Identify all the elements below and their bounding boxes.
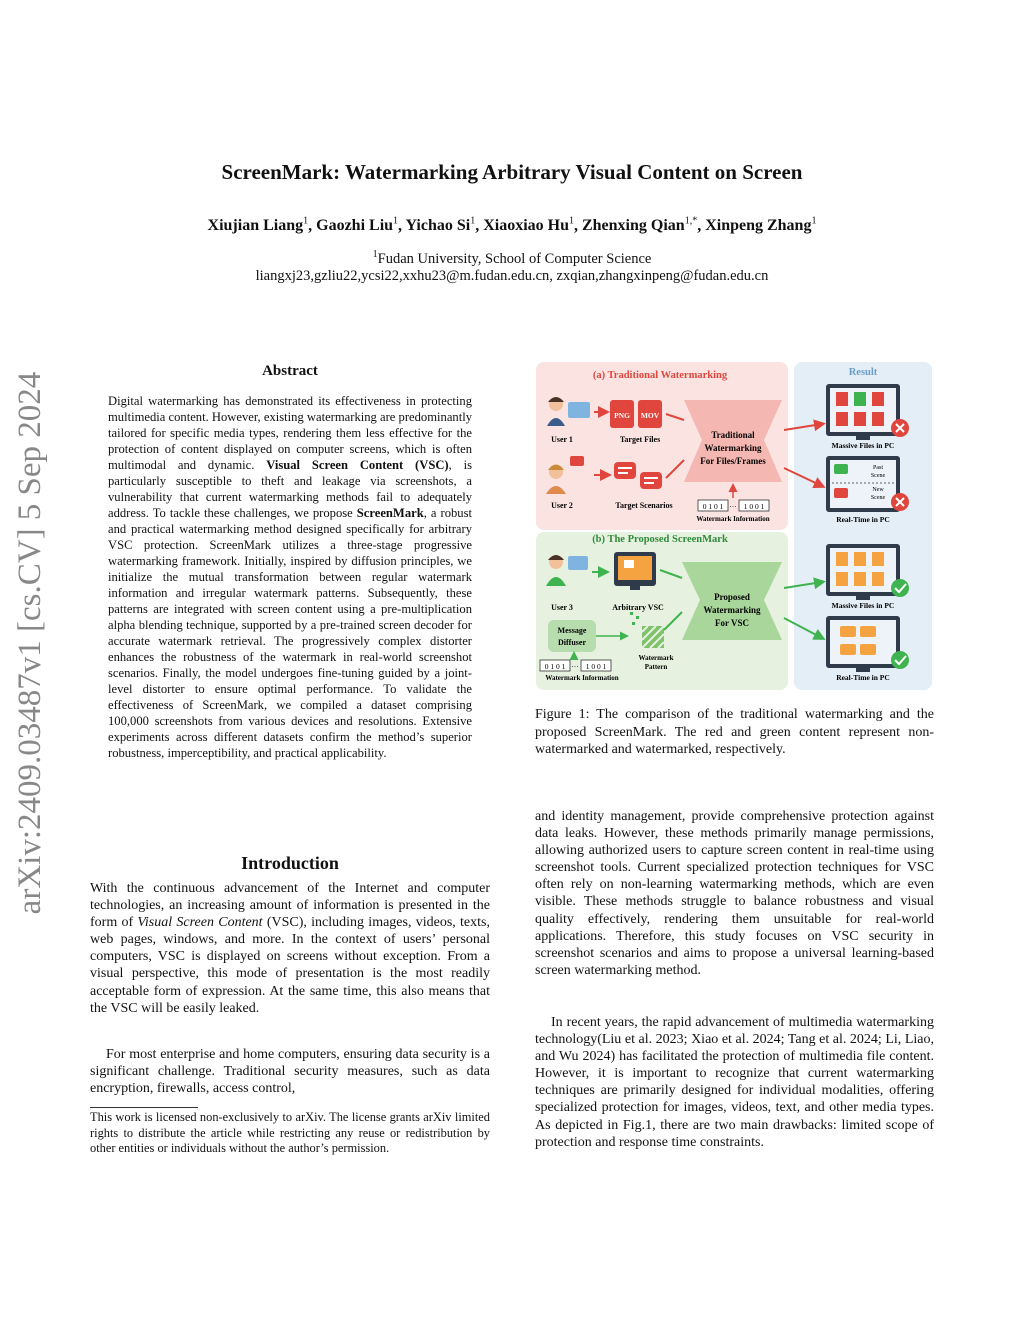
cross-icon-2: [891, 493, 909, 511]
watermark-bits-b: [540, 660, 611, 671]
intro-paragraph-2: For most enterprise and home computers, ensuring data security is a significant challenge. Traditional security measures, such as data encryption, firewalls, access control,: [90, 1047, 490, 1097]
result-monitor-realtime-red: [826, 456, 900, 512]
cross-icon-1: [891, 419, 909, 437]
svg-text:1 0 0 1: 1 0 0 1: [743, 502, 765, 511]
png-file-icon: [610, 400, 634, 428]
figure-1: [534, 360, 934, 692]
author: Yichao Si$^1$: [405, 216, 476, 235]
watermark-bits-a: [698, 500, 769, 511]
arbitrary-vsc-icon: [614, 552, 656, 590]
section-b-label: (b) The Proposed ScreenMark: [592, 534, 728, 545]
svg-text:New: New: [872, 487, 884, 493]
svg-text:For VSC: For VSC: [715, 618, 749, 628]
user-1-label: User 1: [551, 435, 573, 444]
svg-text:1 0 0 1: 1 0 0 1: [585, 662, 607, 671]
realtime-label-a: Real-Time in PC: [836, 515, 890, 524]
result-monitor-massive-red: [826, 384, 900, 440]
arxiv-id: arXiv:2409.03487v1 [cs.CV] 5 Sep 2024: [12, 371, 48, 915]
svg-text:Scene: Scene: [870, 473, 886, 479]
arbitrary-vsc-label: Arbitrary VSC: [612, 603, 664, 612]
svg-text:Watermarking: Watermarking: [704, 443, 762, 453]
svg-text:0 1 0 1: 0 1 0 1: [544, 662, 566, 671]
svg-text:Message: Message: [557, 626, 587, 635]
svg-text:Past: Past: [872, 465, 884, 471]
result-label: Result: [848, 367, 878, 378]
mov-file-icon: [638, 400, 662, 428]
svg-text:PNG: PNG: [614, 411, 630, 420]
result-monitor-realtime-green: [826, 616, 900, 672]
footnote-rule: [90, 1107, 198, 1108]
result-monitor-massive-green: [826, 544, 900, 600]
svg-text:···: ···: [571, 662, 579, 671]
intro-paragraph-3: and identity management, provide comprehensive protection against data leaks. However, these methods primarily manage permissions, allowing authorized users to capture screen content in real-time using screenshot tools. Current specialized protection techniques for VSC often rely on non-learning watermarking methods, which are even visible. These methods struggle to balance robustness and visual quality effectively, rendering them unsuitable for real-world applications. Therefore, this study focuses on VSC security in screenshot scenarios and aims to propose a universal learning-based screen watermarking method.: [535, 809, 934, 978]
author-list: Xiujian Liang$^1$, Gaozhi Liu$^1$, Yichao Si$^1$, Xiaoxiao Hu$^1$, Zhenxing Qian$^{1,*}$, Xinpeng Zhang$^1$: [207, 216, 817, 235]
author: Xiujian Liang$^1$: [207, 216, 309, 235]
svg-text:···: ···: [729, 502, 737, 511]
paper-title: ScreenMark: Watermarking Arbitrary Visual Content on Screen: [221, 160, 803, 184]
svg-text:Traditional: Traditional: [711, 430, 755, 440]
svg-text:Watermark: Watermark: [638, 654, 674, 662]
watermark-info-label-a: Watermark Information: [696, 515, 770, 523]
abstract-text: Digital watermarking has demonstrated its effectiveness in protecting multimedia content. However, existing watermarking are predominantly tailored for specific media types, rendering them less effective for the protection of content displayed on computer screens, which is often multimodal and dynamic. Visual Screen Content (VSC), is particularly susceptible to theft and leakage via screenshots, a vulnerability that current watermarking methods fail to adequately address. To tackle these challenges, we propose ScreenMark, a robust and practical watermarking method designed specifically for arbitrary VSC protection. ScreenMark utilizes a three-stage progressive watermarking framework. Initially, inspired by diffusion principles, we initialize the mutual transformation between regular watermark information and irregular watermark patterns. Subsequently, these patterns are integrated with screen content using a pre-multiplication alpha blending technique, supported by a pre-trained screen decoder for accurate watermark retrieval. The progressively complex distorter enhances the robustness of the watermark in real-world screenshot scenarios. Finally, the model undergoes fine-tuning guided by a joint-level distorter to ensure optimal performance. To validate the effectiveness of ScreenMark, we compiled a dataset comprising 100,000 screenshots from various devices and resolutions. Extensive experiments across different datasets confirm the method’s superior robustness, imperceptibility, and practical applicability.: [108, 394, 472, 760]
author: Zhenxing Qian$^{1,*}$: [581, 216, 698, 235]
svg-text:Pattern: Pattern: [644, 663, 668, 671]
author-emails: liangxj23,gzliu22,ycsi22,xxhu23@m.fudan.edu.cn, zxqian,zhangxinpeng@fudan.edu.cn: [255, 268, 769, 284]
figure-1-caption: Figure 1: The comparison of the traditional watermarking and the proposed ScreenMark. The red and green content represent non-watermarked and watermarked, respectively.: [535, 707, 934, 757]
abstract-heading: Abstract: [262, 363, 318, 379]
svg-text:Diffuser: Diffuser: [558, 638, 586, 647]
intro-paragraph-1: With the continuous advancement of the Internet and computer technologies, an increasing amount of information is presented in the form of Visual Screen Content (VSC), including images, videos, texts, web pages, windows, and more. In the context of users’ personal computers, VSC is displayed on screens without exception. From a visual perspective, this mode of presentation is the most readily acceptable form of expression. At the same time, this also means that the VSC will be easily leaked.: [90, 881, 490, 1016]
svg-text:Watermarking: Watermarking: [703, 605, 761, 615]
watermark-info-label-b: Watermark Information: [545, 674, 619, 682]
svg-text:0 1 0 1: 0 1 0 1: [702, 502, 724, 511]
user-3-label: User 3: [551, 603, 573, 612]
author: Gaozhi Liu$^1$: [316, 216, 399, 235]
affiliation: $^1$Fudan University, School of Computer Science: [372, 249, 652, 267]
message-diffuser-block: [548, 620, 596, 652]
svg-text:Scene: Scene: [870, 495, 886, 501]
check-icon-1: [891, 579, 909, 597]
author: Xinpeng Zhang$^1$: [705, 216, 817, 235]
svg-text:For Files/Frames: For Files/Frames: [700, 456, 766, 466]
license-footnote: This work is licensed non-exclusively to arXiv. The license grants arXiv limited rights to distribute the article while restricting any reuse or redistribution by other entities or individuals without the author’s permission.: [90, 1110, 490, 1155]
check-icon-2: [891, 651, 909, 669]
massive-files-label-b: Massive Files in PC: [831, 601, 895, 610]
target-scenarios-label: Target Scenarios: [615, 501, 673, 510]
target-files-label: Target Files: [619, 435, 661, 444]
introduction-heading: Introduction: [241, 853, 339, 873]
section-a-label: (a) Traditional Watermarking: [592, 370, 728, 381]
svg-text:Proposed: Proposed: [714, 592, 750, 602]
massive-files-label-a: Massive Files in PC: [831, 441, 895, 450]
user-2-label: User 2: [551, 501, 573, 510]
svg-text:MOV: MOV: [640, 411, 660, 420]
intro-paragraph-4: In recent years, the rapid advancement of multimedia watermarking technology(Liu et al. 2023; Xiao et al. 2024; Tang et al. 2024; Li, Liao, and Wu 2024) has facilitated the protection of multimedia file content. However, it is important to recognize that current watermarking techniques are primarily designed for individual modalities, offering specialized protection for images, videos, text, and other media types. As depicted in Fig.1, there are two main drawbacks: limited scope of protection and response time constraints.: [535, 1015, 934, 1150]
realtime-label-b: Real-Time in PC: [836, 673, 890, 682]
author: Xiaoxiao Hu$^1$: [483, 216, 574, 235]
arxiv-side-label: [12, 358, 56, 928]
